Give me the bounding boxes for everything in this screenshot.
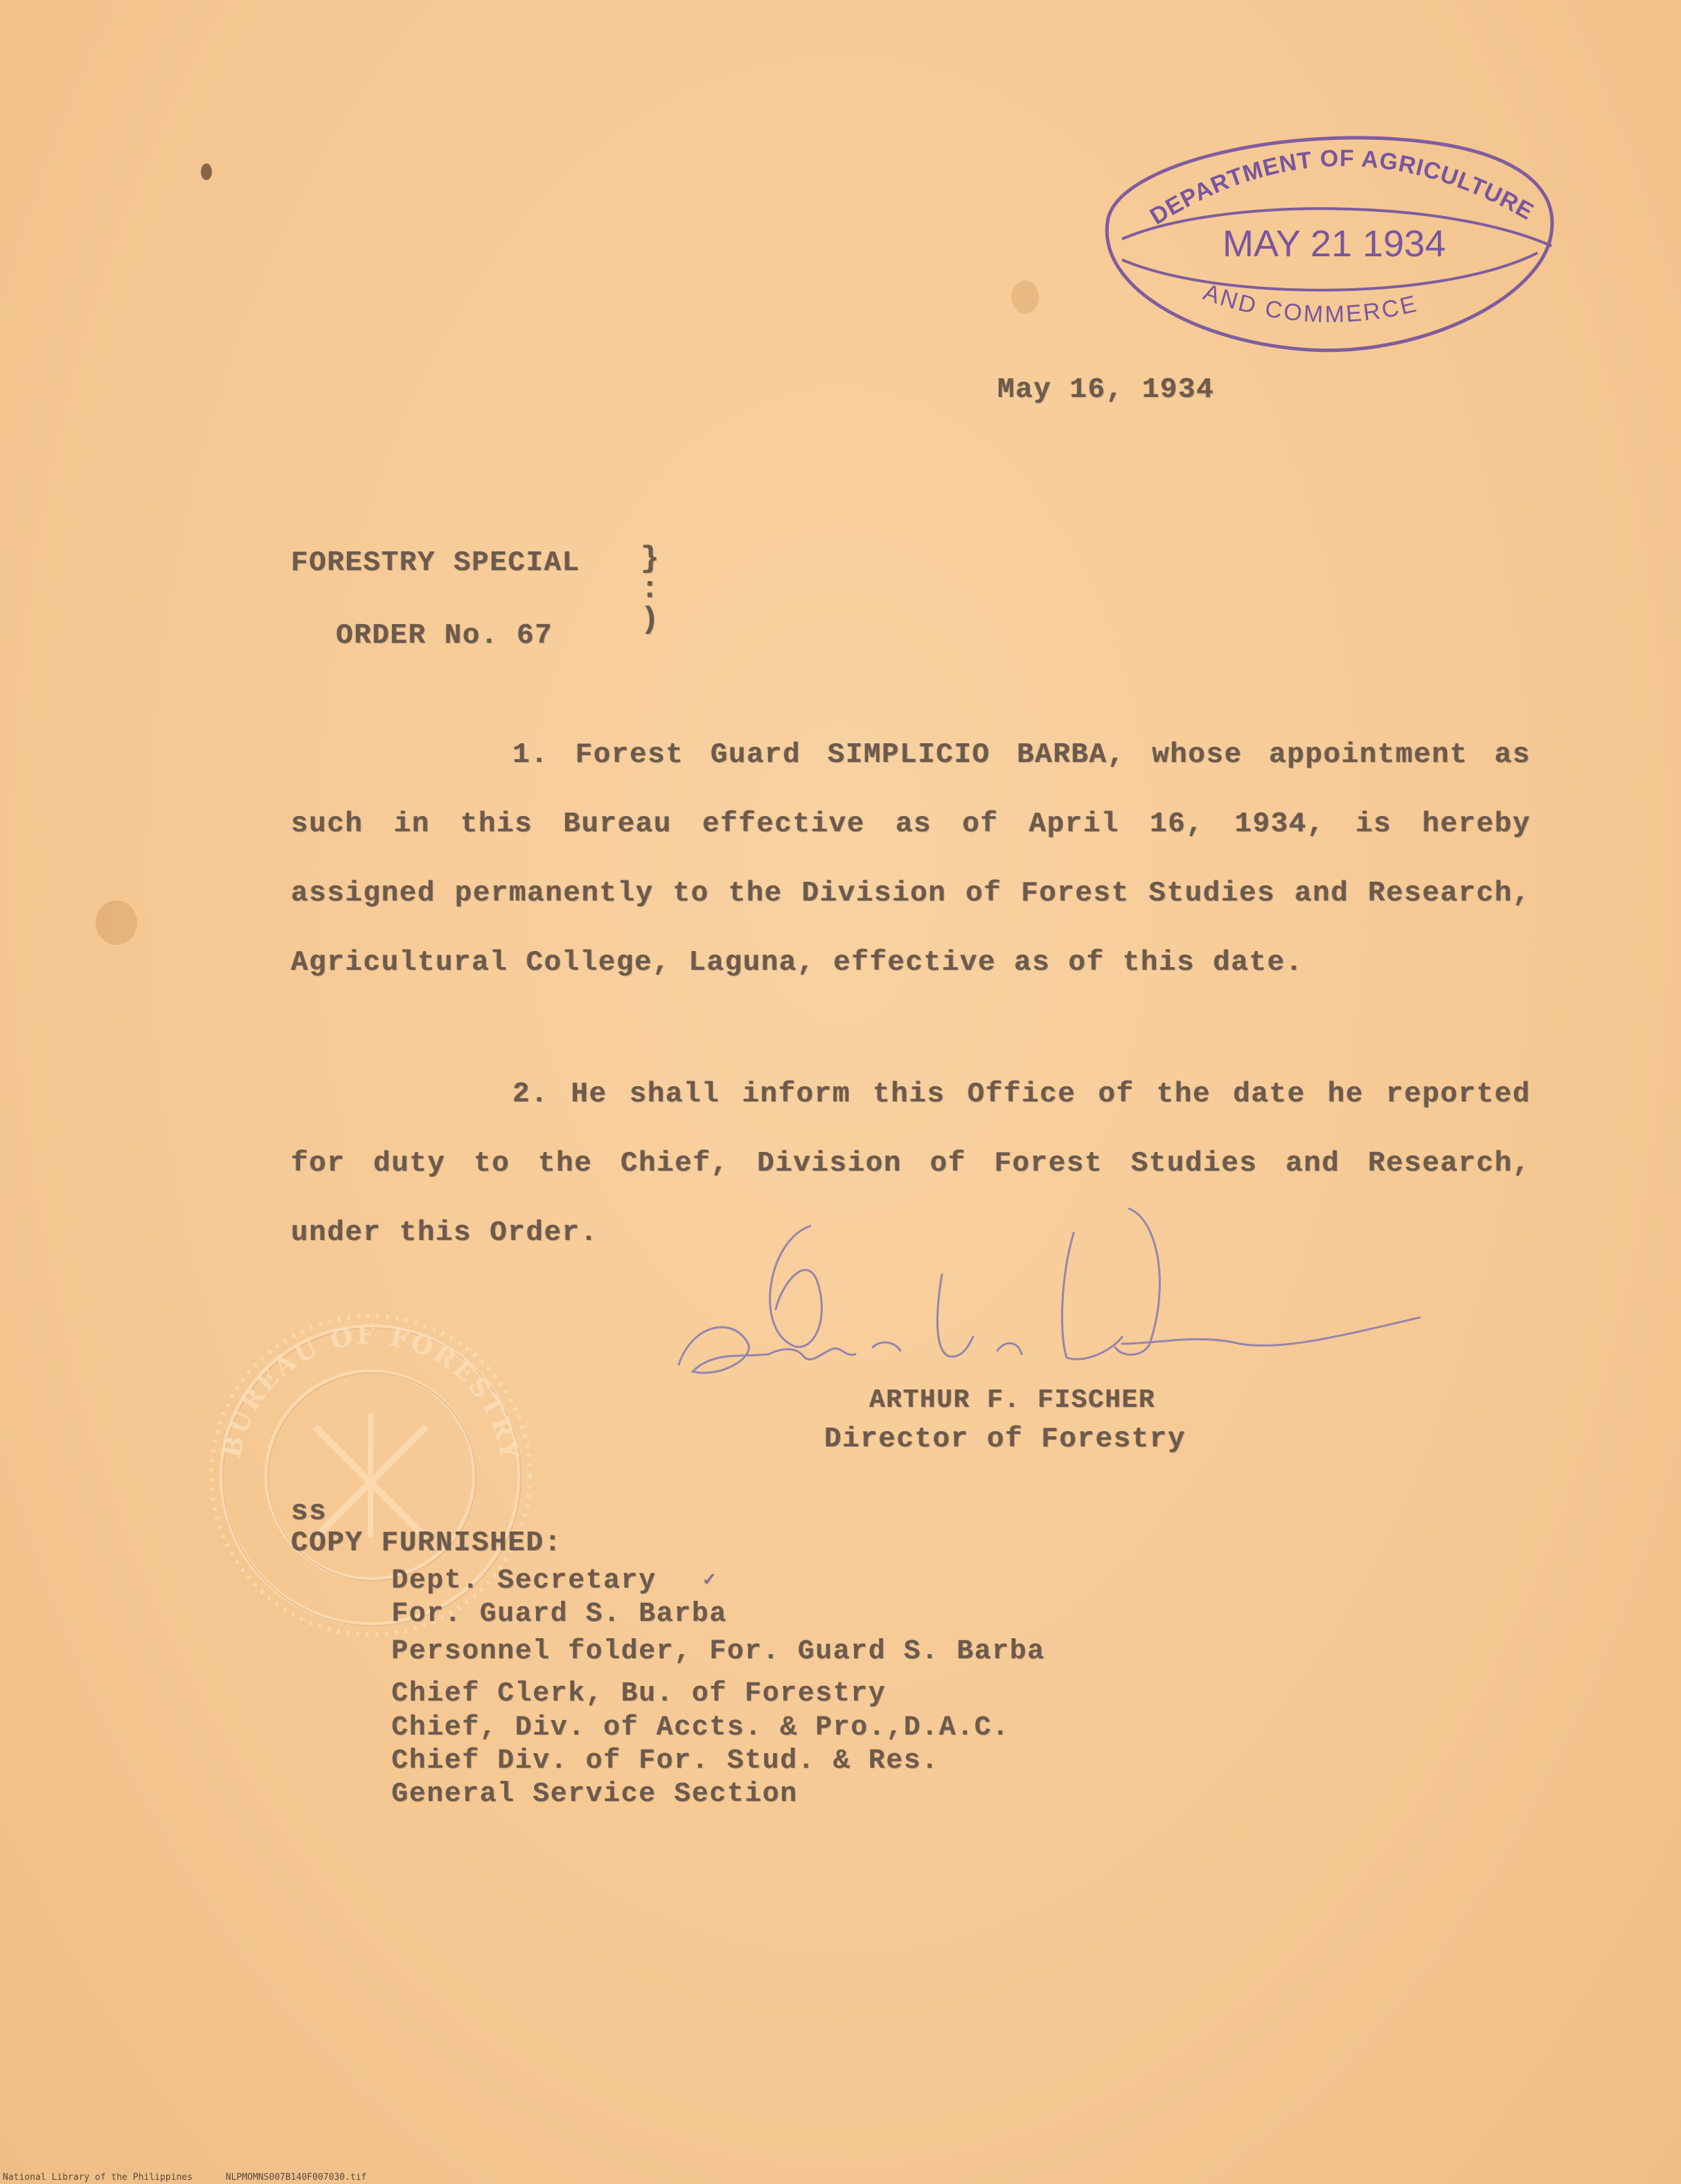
file-id: NLPMOMNS007B140F007030.tif [225, 2172, 367, 2183]
ink-spot [201, 163, 212, 180]
archive-name: National Library of the Philippines [3, 2172, 193, 2183]
paragraph-2: 2. He shall inform this Office of the date he reported for duty to the Chief, Division of Forest Studies and Research, under this Order. [291, 1078, 1531, 1249]
typist-initials: ss [291, 1496, 328, 1528]
order-heading-line2: ORDER No. 67 [336, 620, 553, 652]
cc-recipient: For. Guard S. Barba [391, 1599, 727, 1630]
handwritten-signature [672, 1198, 1434, 1406]
embossed-seal [177, 1268, 564, 1655]
cc-recipient: Personnel folder, For. Guard S. Barba [391, 1636, 1045, 1667]
order-heading-line1: FORESTRY SPECIAL [291, 547, 580, 579]
water-stain [96, 900, 137, 945]
seal-text: BUREAU OF FORESTRY [217, 1320, 525, 1464]
stamp-top-text: DEPARTMENT OF AGRICULTURE [1145, 145, 1538, 231]
cc-recipient: Chief, Div. of Accts. & Pro.,D.A.C. [391, 1712, 1010, 1743]
archive-footer [3, 2172, 394, 2183]
stamp-bottom-text: AND COMMERCE [1200, 278, 1421, 328]
received-stamp [1080, 121, 1579, 371]
signatory-name: ARTHUR F. FISCHER [869, 1385, 1156, 1415]
paragraph-1: 1. Forest Guard SIMPLICIO BARBA, whose appointment as such in this Bureau effective as of April 16, 1934, is hereby assigned permanently to the Division of Forest Studies and Research, Agricultural College, Laguna, effective as of this date. [291, 739, 1531, 979]
water-stain [1011, 281, 1039, 314]
cc-recipient: Chief Div. of For. Stud. & Res. [391, 1746, 939, 1777]
cc-recipient: Dept. Secretary [391, 1565, 657, 1597]
checkmark-icon: ✓ [703, 1569, 717, 1592]
letter-date: May 16, 1934 [997, 374, 1215, 406]
signatory-title: Director of Forestry [824, 1423, 1186, 1455]
stamp-date: MAY 21 1934 [1222, 223, 1446, 265]
cc-recipient: General Service Section [391, 1779, 798, 1810]
order-heading-bracket: } : ) [641, 542, 660, 637]
cc-recipient: Chief Clerk, Bu. of Forestry [391, 1678, 887, 1710]
copy-furnished-label: COPY FURNISHED: [291, 1527, 562, 1559]
